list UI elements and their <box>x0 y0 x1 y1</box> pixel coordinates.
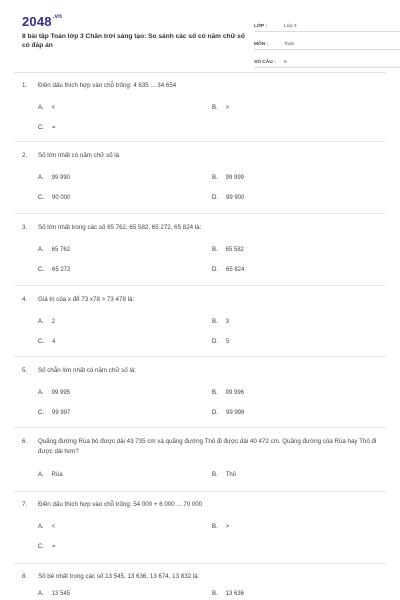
question-text: Giá trị của x để 73 x78 > 73 478 là: <box>38 296 135 303</box>
option-a[interactable]: A. 13 545 <box>38 591 71 597</box>
question-text: Số lớn nhất trong các số 65 762, 65 582, 65 272, 65 824 là: <box>38 224 202 231</box>
question-divider <box>14 213 386 214</box>
option-c[interactable]: C. 90 000 <box>38 195 71 201</box>
option-a[interactable]: A. 65 762 <box>38 247 71 253</box>
question-number: 7. <box>22 501 28 508</box>
option-a[interactable]: A. 99 995 <box>38 390 71 396</box>
question-number: 1. <box>22 82 28 89</box>
site-logo[interactable]: $2048^{.vn}$ <box>22 14 63 29</box>
option-a[interactable]: A. < <box>38 105 56 111</box>
meta-value: Toán <box>284 42 295 47</box>
option-c[interactable]: C. 99 997 <box>38 410 71 416</box>
meta-label: MÔN : <box>254 42 269 47</box>
header-divider <box>14 72 386 73</box>
question-divider <box>14 141 386 142</box>
option-a[interactable]: A. < <box>38 524 56 530</box>
option-d[interactable]: D. 99 900 <box>212 195 245 201</box>
question-text: Số lớn nhất có năm chữ số là <box>38 152 120 159</box>
question-divider <box>14 285 386 286</box>
question-divider <box>14 563 386 564</box>
meta-row-class <box>254 16 400 32</box>
option-b[interactable]: B. 99 999 <box>212 175 245 181</box>
question-number: 4. <box>22 296 28 303</box>
document-header <box>22 14 382 70</box>
meta-value: 8 <box>284 60 287 65</box>
question-number: 5. <box>22 367 28 374</box>
option-a[interactable]: A. 99 990 <box>38 175 71 181</box>
meta-info <box>254 16 400 70</box>
option-b[interactable]: B. > <box>212 105 230 111</box>
page-title: 8 bài tập Toán lớp 3 Chân trời sáng tạo: So sánh các số có năm chữ số có đáp án <box>22 33 245 49</box>
option-b[interactable]: B. Thỏ <box>212 472 237 478</box>
option-c[interactable]: C. 65 272 <box>38 267 71 273</box>
question-text: Số bé nhất trong các số 13 545, 13 636, 13 674, 13 832 là: <box>38 573 200 580</box>
option-b[interactable]: B. 99 996 <box>212 390 245 396</box>
option-a[interactable]: A. 2 <box>38 319 56 325</box>
question-divider <box>14 491 386 492</box>
option-b[interactable]: B. 3 <box>212 319 230 325</box>
question-number: 2. <box>22 152 28 159</box>
option-c[interactable]: C. = <box>38 125 56 131</box>
meta-row-subject <box>254 34 400 50</box>
option-c[interactable]: C. = <box>38 544 56 550</box>
option-c[interactable]: C. 4 <box>38 339 56 345</box>
question-text: Quãng đường Rùa bò được dài 43 735 cm và quãng đường Thỏ đi được dài 40 472 cm. Quãng đường của Rùa hay Thỏ đi được dài hơn? <box>38 438 377 455</box>
option-a[interactable]: A. Rùa <box>38 472 63 478</box>
option-d[interactable]: D. 65 824 <box>212 267 245 273</box>
question-number: 6. <box>22 438 28 445</box>
option-d[interactable]: D. 5 <box>212 339 230 345</box>
question-number: 3. <box>22 224 28 231</box>
question-text: Điền dấu thích hợp vào chỗ trống: 4 635 ... 34 654 <box>38 82 177 89</box>
meta-value: Lớp 3 <box>284 24 297 29</box>
question-number: 8. <box>22 573 28 580</box>
meta-label: SỐ CÂU : <box>254 60 276 65</box>
question-divider <box>14 427 386 428</box>
meta-label: LỚP : <box>254 24 268 29</box>
option-b[interactable]: B. 13 636 <box>212 591 245 597</box>
question-divider <box>14 356 386 357</box>
question-text: Điền dấu thích hợp vào chỗ trống: 54 000 + 6 000 ... 70 000 <box>38 501 203 508</box>
question-text: Số chẵn lớn nhất có năm chữ số là: <box>38 367 136 374</box>
option-b[interactable]: B. > <box>212 524 230 530</box>
option-d[interactable]: D. 99 998 <box>212 410 245 416</box>
meta-row-count <box>254 52 400 68</box>
option-b[interactable]: B. 65 582 <box>212 247 245 253</box>
